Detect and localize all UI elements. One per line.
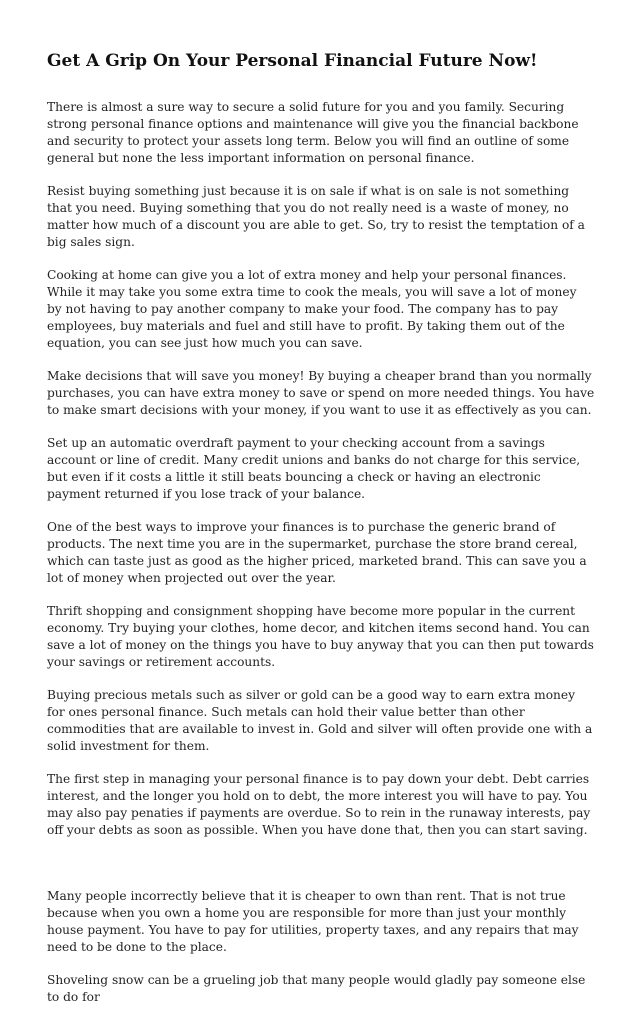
paragraph: Shoveling snow can be a grueling job that many people would gladly pay someone else to do for <box>47 973 586 1004</box>
paragraph: Set up an automatic overdraft payment to your checking account from a savings account or line of credit. Many credit unions and banks do not charge for this service, but even if it costs a little it still beats bouncing a check or having an electronic payment returned if you lose track of your balance. <box>47 436 581 501</box>
paragraph: Many people incorrectly believe that it is cheaper to own than rent. That is not true because when you own a home you are responsible for more than just your monthly house payment. You have to pay for utilities, property taxes, and any repairs that may need to be done to the place. <box>47 889 579 954</box>
paragraph: Cooking at home can give you a lot of extra money and help your personal finances. While it may take you some extra time to cook the meals, you will save a lot of money by not having to pay another company to make your food. The company has to pay employees, buy materials and fuel and still have to profit. By taking them out of the equation, you can see just how much you can save. <box>47 268 577 350</box>
paragraph: The first step in managing your personal finance is to pay down your debt. Debt carries interest, and the longer you hold on to debt, the more interest you will have to pay. You may also pay penaties if payments are overdue. So to rein in the runaway interests, pay off your debts as soon as possible. When you have done that, then you can start saving. <box>47 772 591 837</box>
paragraph: Make decisions that will save you money! By buying a cheaper brand than you normally purchases, you can have extra money to save or spend on more needed things. You have to make smart decisions with your money, if you want to use it as effectively as you can. <box>47 369 595 417</box>
paragraph: Thrift shopping and consignment shopping have become more popular in the current economy. Try buying your clothes, home decor, and kitchen items second hand. You can save a lot of money on the things you have to buy anyway that you can then put towards your savings or retirement accounts. <box>47 604 594 669</box>
blank-space <box>47 855 595 888</box>
paragraph: There is almost a sure way to secure a solid future for you and you family. Securing strong personal finance options and maintenance will give you the financial backbone and security to protect your assets long term. Below you will find an outline of some general but none the less important information on personal finance. <box>47 100 579 165</box>
document-body <box>47 50 595 1022</box>
paragraph: Buying precious metals such as silver or gold can be a good way to earn extra money for ones personal finance. Such metals can hold their value better than other commodities that are available to invest in. Gold and silver will often provide one with a solid investment for them. <box>47 688 593 753</box>
document-title: Get A Grip On Your Personal Financial Future Now! <box>47 51 538 71</box>
paragraph: One of the best ways to improve your finances is to purchase the generic brand of products. The next time you are in the supermarket, purchase the store brand cereal, which can taste just as good as the higher priced, marketed brand. This can save you a lot of money when projected out over the year. <box>47 520 587 585</box>
paragraph: Resist buying something just because it is on sale if what is on sale is not something that you need. Buying something that you do not really need is a waste of money, no matter how much of a discount you are able to get. So, try to resist the temptation of a big sales sign. <box>47 184 585 249</box>
